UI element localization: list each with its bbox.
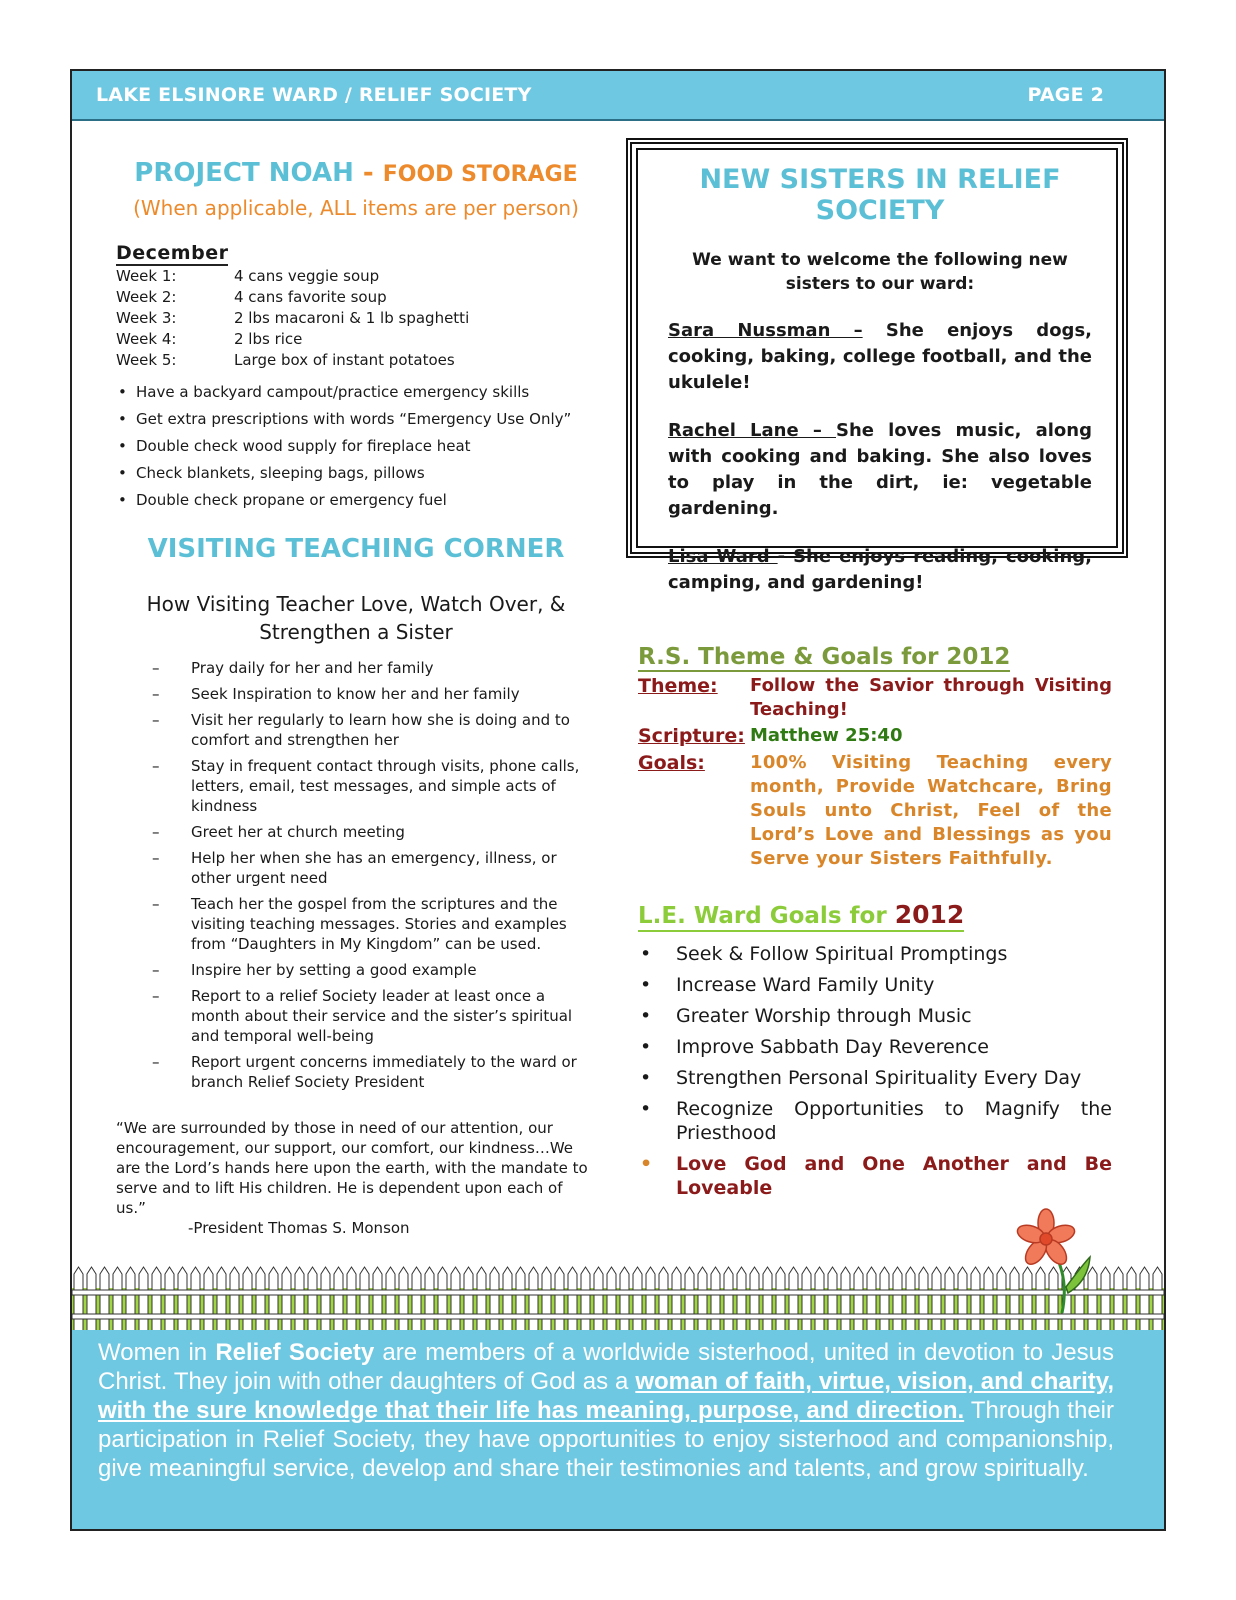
fence-picket xyxy=(984,1267,993,1332)
le-ward-goals-title: L.E. Ward Goals for 2012 xyxy=(638,901,964,932)
visiting-teaching-title: VISITING TEACHING CORNER xyxy=(147,534,565,564)
fence-picket xyxy=(997,1267,1006,1332)
le-ward-goals-list xyxy=(638,942,1112,1200)
left-column xyxy=(116,158,596,1238)
sister-entry xyxy=(668,544,1092,596)
ward-goal-item: • Seek & Follow Spiritual Promptings xyxy=(638,942,1112,966)
fence-picket xyxy=(1127,1267,1136,1332)
week-label: Week 4: xyxy=(116,330,177,348)
fence-picket xyxy=(334,1267,343,1332)
ward-goal-item: • Greater Worship through Music xyxy=(638,1004,1112,1028)
fence-picket xyxy=(87,1267,96,1332)
week-label: Week 3: xyxy=(116,309,177,327)
fence-picket xyxy=(243,1267,252,1332)
fence-picket xyxy=(1140,1267,1149,1332)
vt-item: – Report to a relief Society leader at least once a month about their service and the sister’s spiritual and temporal well-being xyxy=(116,986,596,1046)
theme-row xyxy=(638,674,1112,722)
vt-item: – Report urgent concerns immediately to the ward or branch Relief Society President xyxy=(116,1052,596,1092)
fence-picket xyxy=(880,1267,889,1332)
quote-author: -President Thomas S. Monson xyxy=(188,1219,410,1237)
ward-goal-item: • Improve Sabbath Day Reverence xyxy=(638,1035,1112,1059)
vt-item: – Greet her at church meeting xyxy=(116,822,596,842)
weekly-items xyxy=(116,266,596,371)
sister-entry xyxy=(668,418,1092,522)
vt-item: – Pray daily for her and her family xyxy=(116,658,596,678)
fence-picket xyxy=(178,1267,187,1332)
week-item: 4 cans veggie soup xyxy=(234,267,380,285)
fence-picket xyxy=(945,1267,954,1332)
week-label: Week 1: xyxy=(116,267,177,285)
page-header xyxy=(72,71,1164,121)
fence-picket xyxy=(308,1267,317,1332)
vt-item: – Help her when she has an emergency, illness, or other urgent need xyxy=(116,848,596,888)
scripture-row xyxy=(638,724,1112,749)
visiting-teaching-subtitle: How Visiting Teacher Love, Watch Over, & Strengthen a Sister xyxy=(146,592,566,644)
fence-picket xyxy=(841,1267,850,1332)
flower-icon xyxy=(1010,1205,1120,1315)
theme-value: Follow the Savior through Visiting Teaching! xyxy=(750,675,1112,720)
banner-text: Women in Relief Society are members of a worldwide sisterhood, united in devotion to Jesus Christ. They join with other daughters of God as a woman of faith, virtue, vision, and charity, with the sure knowledge that their life has meaning, purpose, and direction. Through their participation in Relief Society, they have opportunities to enjoy sisterhood and companionship, give meaningful service, develop and share their testimonies and talents, and grow spiritually. xyxy=(98,1339,1114,1482)
sister-name: Rachel Lane – xyxy=(668,420,836,441)
picket-fence-graphic xyxy=(72,1266,1164,1332)
newsletter-title: LAKE ELSINORE WARD / RELIEF SOCIETY xyxy=(96,84,532,106)
fence-picket xyxy=(230,1267,239,1332)
fence-picket xyxy=(321,1267,330,1332)
week-label: Week 5: xyxy=(116,351,177,369)
week-row xyxy=(116,350,596,371)
fence-picket xyxy=(464,1267,473,1332)
fence-picket xyxy=(724,1267,733,1332)
fence-picket xyxy=(802,1267,811,1332)
fence-picket xyxy=(477,1267,486,1332)
vt-item: – Teach her the gospel from the scriptures and the visiting teaching messages. Stories and examples from “Daughters in My Kingdom” can be used. xyxy=(116,894,596,954)
week-item: 2 lbs rice xyxy=(234,330,303,348)
fence-picket xyxy=(581,1267,590,1332)
fence-picket xyxy=(282,1267,291,1332)
week-label: Week 2: xyxy=(116,288,177,306)
new-sisters-box xyxy=(626,138,1128,593)
fence-picket xyxy=(386,1267,395,1332)
sister-description: - She enjoys reading, cooking, camping, and gardening! xyxy=(668,546,1092,593)
vt-item: – Seek Inspiration to know her and her family xyxy=(116,684,596,704)
theme-label: Theme: xyxy=(638,675,718,697)
sister-name: Sara Nussman – xyxy=(668,320,863,341)
rs-theme-goals xyxy=(638,644,1112,1207)
fence-picket xyxy=(828,1267,837,1332)
week-row xyxy=(116,287,596,308)
relief-society-banner xyxy=(72,1330,1164,1529)
week-item: 2 lbs macaroni & 1 lb spaghetti xyxy=(234,309,470,327)
visiting-teaching-list xyxy=(116,658,596,1092)
week-row xyxy=(116,329,596,350)
fence-picket xyxy=(815,1267,824,1332)
fence-picket xyxy=(607,1267,616,1332)
fence-picket xyxy=(373,1267,382,1332)
fence-picket xyxy=(295,1267,304,1332)
fence-picket xyxy=(347,1267,356,1332)
fence-picket xyxy=(204,1267,213,1332)
ward-goal-item: • Recognize Opportunities to Magnify the Priesthood xyxy=(638,1097,1112,1145)
fence-picket xyxy=(906,1267,915,1332)
fence-picket xyxy=(152,1267,161,1332)
page-number: PAGE 2 xyxy=(1027,84,1104,106)
fence-picket xyxy=(529,1267,538,1332)
fence-picket xyxy=(516,1267,525,1332)
week-item: Large box of instant potatoes xyxy=(234,351,455,369)
fence-picket xyxy=(399,1267,408,1332)
fence-picket xyxy=(74,1267,83,1332)
fence-picket xyxy=(685,1267,694,1332)
fence-picket xyxy=(503,1267,512,1332)
project-noah-title: PROJECT NOAH - FOOD STORAGE xyxy=(134,158,578,188)
tip-item: • Have a backyard campout/practice emergency skills xyxy=(116,379,596,406)
fence-picket xyxy=(763,1267,772,1332)
fence-picket xyxy=(672,1267,681,1332)
fence-picket xyxy=(451,1267,460,1332)
fence-picket xyxy=(126,1267,135,1332)
fence-picket xyxy=(165,1267,174,1332)
goals-label: Goals: xyxy=(638,752,705,774)
fence-picket xyxy=(919,1267,928,1332)
fence-picket xyxy=(438,1267,447,1332)
sister-name: Lisa Ward xyxy=(668,546,778,567)
new-sisters-title: NEW SISTERS IN RELIEF SOCIETY xyxy=(699,164,1061,226)
tip-item: • Double check propane or emergency fuel xyxy=(116,487,596,514)
new-sisters-list xyxy=(668,318,1092,596)
sister-entry xyxy=(668,318,1092,396)
fence-picket xyxy=(932,1267,941,1332)
fence-picket xyxy=(776,1267,785,1332)
fence-picket xyxy=(269,1267,278,1332)
fence-picket xyxy=(659,1267,668,1332)
fence-picket xyxy=(633,1267,642,1332)
fence-picket xyxy=(256,1267,265,1332)
ward-goal-item: • Increase Ward Family Unity xyxy=(638,973,1112,997)
fence-picket xyxy=(711,1267,720,1332)
fence-picket xyxy=(698,1267,707,1332)
emergency-tips-list xyxy=(116,379,596,514)
month-heading: December xyxy=(116,242,229,264)
week-item: 4 cans favorite soup xyxy=(234,288,387,306)
fence-picket xyxy=(737,1267,746,1332)
fence-picket xyxy=(1153,1267,1162,1332)
vt-item: – Visit her regularly to learn how she is doing and to comfort and strengthen her xyxy=(116,710,596,750)
fence-picket xyxy=(750,1267,759,1332)
new-sisters-intro: We want to welcome the following new sisters to our ward: xyxy=(692,250,1068,294)
scripture-value: Matthew 25:40 xyxy=(750,725,903,746)
goals-row xyxy=(638,751,1112,871)
ward-goal-item-highlight: • Love God and One Another and Be Loveable xyxy=(638,1152,1112,1200)
fence-picket xyxy=(100,1267,109,1332)
ward-goal-item: • Strengthen Personal Spirituality Every Day xyxy=(638,1066,1112,1090)
tip-item: • Check blankets, sleeping bags, pillows xyxy=(116,460,596,487)
fence-picket xyxy=(139,1267,148,1332)
fence-picket xyxy=(217,1267,226,1332)
fence-picket xyxy=(867,1267,876,1332)
fence-picket xyxy=(191,1267,200,1332)
vt-item: – Stay in frequent contact through visits, phone calls, letters, email, test messages, and simple acts of kindness xyxy=(116,756,596,816)
fence-picket xyxy=(412,1267,421,1332)
fence-picket xyxy=(971,1267,980,1332)
fence-picket xyxy=(789,1267,798,1332)
fence-picket xyxy=(958,1267,967,1332)
scripture-label: Scripture: xyxy=(638,725,745,747)
fence-picket xyxy=(620,1267,629,1332)
monson-quote: “We are surrounded by those in need of our attention, our encouragement, our support, our comfort, our kindness…We are the Lord’s hands here upon the earth, with the mandate to serve and to lift His children. He is dependent upon each of us.” xyxy=(116,1119,588,1217)
fence-picket xyxy=(594,1267,603,1332)
fence-picket xyxy=(893,1267,902,1332)
sister-description: She enjoys dogs, cooking, baking, college football, and the ukulele! xyxy=(668,320,1092,393)
vt-item: – Inspire her by setting a good example xyxy=(116,960,596,980)
fence-picket xyxy=(113,1267,122,1332)
fence-picket xyxy=(568,1267,577,1332)
fence-picket xyxy=(542,1267,551,1332)
fence-picket xyxy=(646,1267,655,1332)
tip-item: • Double check wood supply for fireplace heat xyxy=(116,433,596,460)
sister-description: She loves music, along with cooking and baking. She also loves to play in the dirt, ie: vegetable gardening. xyxy=(668,420,1093,519)
tip-item: • Get extra prescriptions with words “Emergency Use Only” xyxy=(116,406,596,433)
fence-picket xyxy=(490,1267,499,1332)
week-row xyxy=(116,308,596,329)
fence-picket xyxy=(854,1267,863,1332)
fence-picket xyxy=(555,1267,564,1332)
goals-value: 100% Visiting Teaching every month, Provide Watchcare, Bring Souls unto Christ, Feel of the Lord’s Love and Blessings as you Serve your Sisters Faithfully. xyxy=(750,752,1112,869)
fence-picket xyxy=(360,1267,369,1332)
fence-picket xyxy=(425,1267,434,1332)
rs-theme-title: R.S. Theme & Goals for 2012 xyxy=(638,644,1011,670)
project-noah-subtitle: (When applicable, ALL items are per person) xyxy=(133,196,579,220)
week-row xyxy=(116,266,596,287)
